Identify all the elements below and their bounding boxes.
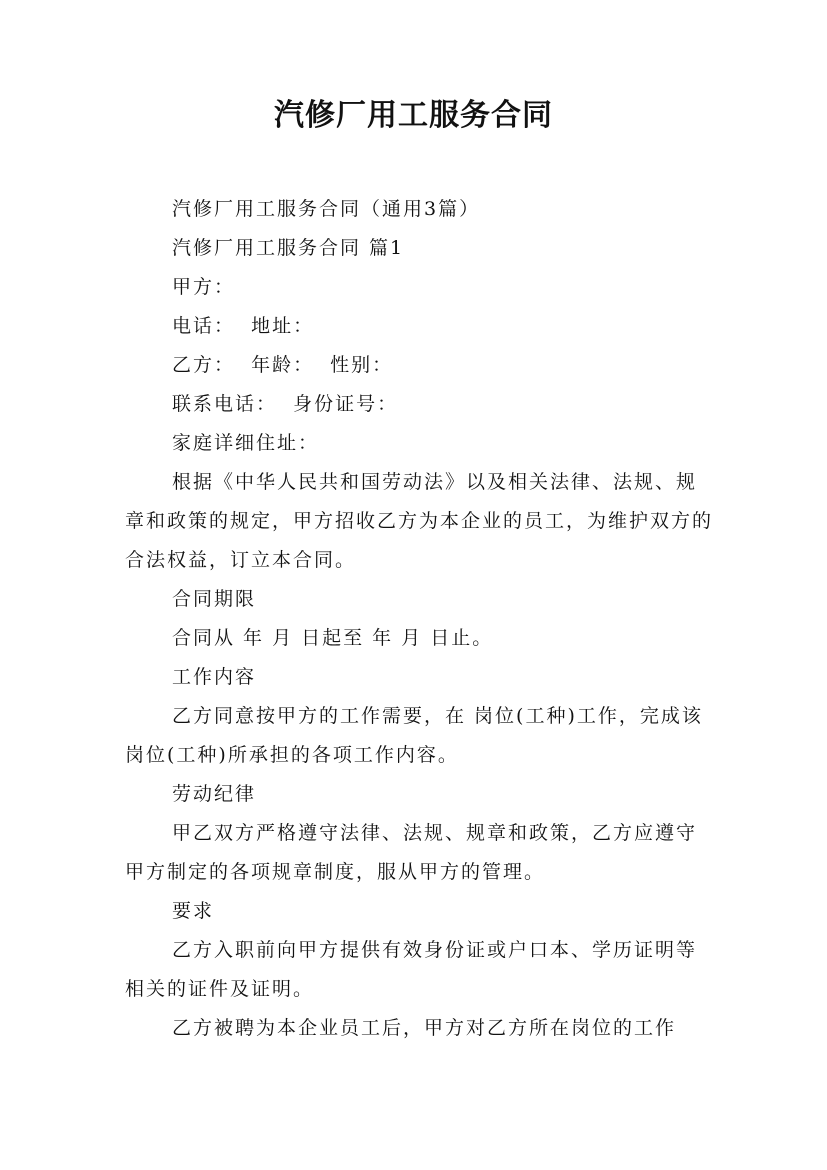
paragraph-contract-term: 合同从 年 月 日起至 年 月 日止。 xyxy=(172,627,494,649)
paragraph-requirements-employment: 乙方被聘为本企业员工后，甲方对乙方所在岗位的工作 xyxy=(172,1017,677,1039)
paragraph-subtitle: 汽修厂用工服务合同（通用3篇） xyxy=(172,198,481,220)
paragraph-home-address: 家庭详细住址： xyxy=(172,432,320,454)
heading-work-content: 工作内容 xyxy=(172,666,257,688)
heading-contract-term: 合同期限 xyxy=(172,588,257,610)
paragraph-contact-id: 联系电话： 身份证号： xyxy=(172,393,399,415)
paragraph-phone-address: 电话： 地址： xyxy=(172,315,315,337)
heading-labor-discipline: 劳动纪律 xyxy=(172,783,257,805)
paragraph-work-content: 乙方同意按甲方的工作需要，在 岗位(工种)工作，完成该岗位(工种)所承担的各项工作内容。 xyxy=(125,705,703,766)
paragraph-section-heading: 汽修厂用工服务合同 篇1 xyxy=(172,237,405,259)
document-body xyxy=(125,190,715,1048)
paragraph-party-b: 乙方： 年龄： 性别： xyxy=(172,354,394,376)
paragraph-party-a: 甲方： xyxy=(172,276,236,298)
paragraph-preamble: 根据《中华人民共和国劳动法》以及相关法律、法规、规章和政策的规定，甲方招收乙方为本企业的员工，为维护双方的合法权益，订立本合同。 xyxy=(125,471,714,571)
document-title: 汽修厂用工服务合同 xyxy=(274,98,553,133)
paragraph-requirements-documents: 乙方入职前向甲方提供有效身份证或户口本、学历证明等相关的证件及证明。 xyxy=(125,939,698,1000)
heading-requirements: 要求 xyxy=(172,900,215,922)
paragraph-labor-discipline: 甲乙双方严格遵守法律、法规、规章和政策，乙方应遵守甲方制定的各项规章制度，服从甲方的管理。 xyxy=(125,822,698,883)
